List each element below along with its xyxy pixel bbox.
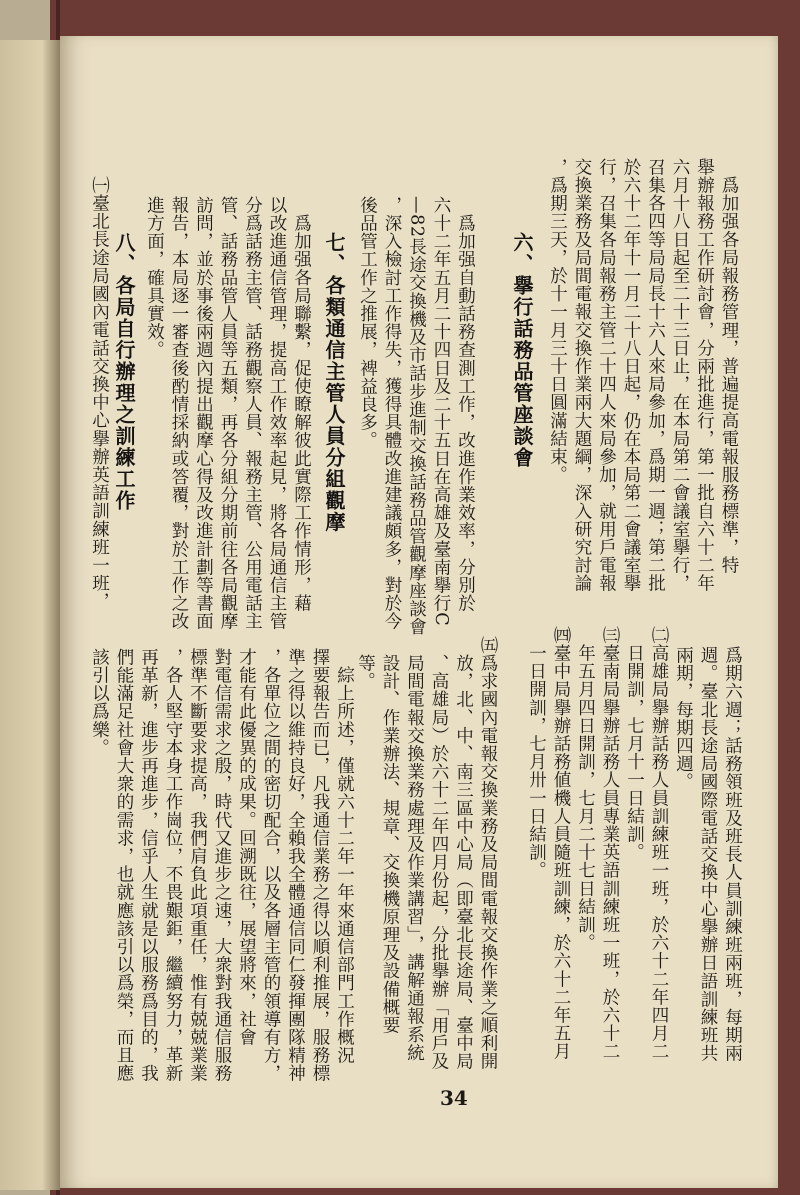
list-item-4: ㈣臺中局擧辦話務値機人員隨班訓練，於六十二年五月 一日開訓，七月卅一日結訓。 <box>526 626 571 1061</box>
paragraph-conclusion: 綜上所述，僅就六十二年一年來通信部門工作概況 擇要報告而已，凡我通信業務之得以順利推展，服務標 準之得以維持良好，全賴我全體通信同仁發揮團隊精神 ，各單位之間的密切配合，以及各層主管的領導有方， 才能有此優異的成果。回溯既往，展望將來，社會 對電信需求之殷，時代又進步之速，大衆對我通信服務 標準不斷要求提高，我們肩負此項重任，惟有兢兢業業 ，各人堅守本身工作崗位，不畏艱鉅，繼續努力，革新 再革新，進步再進步，信乎人生就是以服務爲目的，我 們能滿足社會大衆的需求，也就應該引以爲榮，而且應 該引以爲樂。 <box>89 648 355 1083</box>
heading-section-7: 七、各類通信主管人員分組觀摩 <box>322 232 346 533</box>
book-page <box>60 36 778 1188</box>
list-item-5: ㈤爲求國內電報交換業務及局間電報交換作業之順利開 放，北、中、南三區中心局（即臺北長途局、臺中局 、高雄局）於六十二年四月份起，分批擧辦「用戶及 局間電報交換業務處理及作業講習」，講解通報系統 設計、作業辦法、規章、交換機原理及設備概要 等。 <box>355 636 498 1071</box>
previous-page-edge <box>0 40 60 1190</box>
paragraph-quality-control: 爲加强自動話務查測工作，改進作業效率，分別於 六十二年五月二十四日及二十五日在高雄及臺南擧行C —82長途交換機及市話步進制交換話務品管觀摩座談會 ，深入檢討工作得失，獲得具體改進建議頗多，對於今 後品管工作之推展，裨益良多。 <box>357 196 476 636</box>
list-item-1-start: ㈠臺北長途局國內電話交換中心擧辦英語訓練班一班， <box>89 176 110 611</box>
paragraph-seminar: 爲加强各局報務管理，普遍提高電報服務標準，特 舉辦報務工作研討會，分兩批進行，第一批自六十二年 六月十八日起至二十三日止，在本局第二會議室擧行， 召集各四等局局長十六人來局參加，爲期一週；第二批 於六十二年十一月二十八日起，仍在本局第二會議室擧 行，召集各局報務主管二十四人來局參加，就用戶電報 交換業務及局間電報交換作業兩大題綱，深入研究討論 ，爲期三天，於十一月三十日圓滿結束。 <box>547 158 739 593</box>
list-item-2: ㈡高雄局擧辦話務人員訓練班一班，於六十二年四月二 日開訓，七月十一日結訓。 <box>624 626 669 1061</box>
heading-section-6: 六、擧行話務品管座談會 <box>510 232 534 469</box>
heading-section-8: 八、各局自行辦理之訓練工作 <box>112 232 136 512</box>
page-number: 34 <box>440 1086 468 1110</box>
list-item-1-continued: 爲期六週；話務領班及班長人員訓練班兩班，每期兩 週。臺北長途局國際電話交換中心擧辦日語訓練班共 兩期，每期四週。 <box>673 646 743 1063</box>
paragraph-observation: 爲加强各局聯繫，促使瞭解彼此實際工作情形，藉 以改進通信管理，提高工作效率起見，將各局通信主管 分爲話務主管、話務觀察人員、報務主管、公用電話主 管、話務品管人員等五類，再各分組分期前往各局觀摩 訪問，並於事後兩週內提出觀摩心得及改進計劃等書面 報告，本局逐一審查後酌情採納或答覆，對於工作之改 進方面，確具實效。 <box>144 196 312 631</box>
list-item-3: ㈢臺南局擧辦話務人員專業英語訓練班一班，於六十二 年五月四日開訓，七月二十七日結訓。 <box>575 626 620 1061</box>
